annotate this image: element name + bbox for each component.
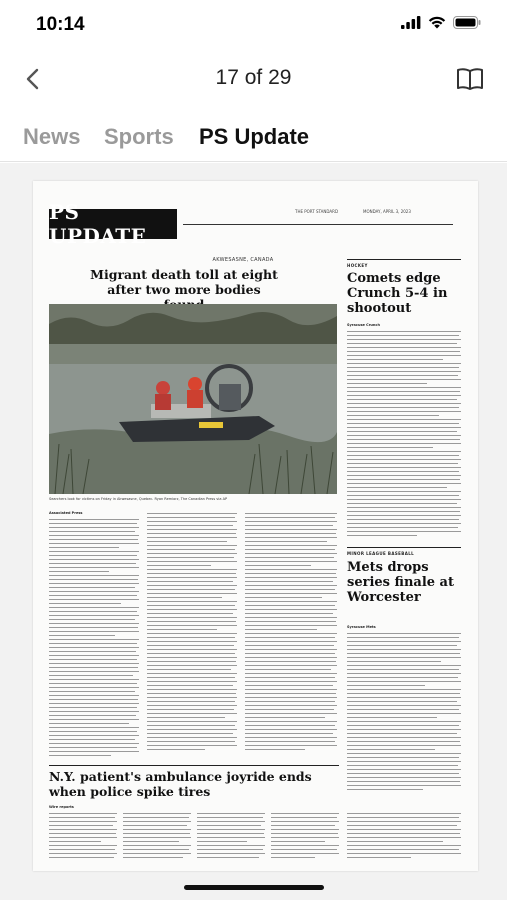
story2-col-3 xyxy=(197,813,265,861)
baseball-story-continued xyxy=(347,813,461,861)
main-story-col-2 xyxy=(147,513,237,753)
status-time: 10:14 xyxy=(36,14,85,35)
baseball-story-text xyxy=(347,633,461,793)
news-photo-airboat xyxy=(49,304,337,494)
section-tabs xyxy=(0,118,507,162)
story2-col-4 xyxy=(271,813,339,861)
hockey-byline: Syracuse Crunch xyxy=(347,323,380,327)
main-headline[interactable]: Migrant death toll at eight after two more bodies xyxy=(90,267,278,297)
signal-icon xyxy=(401,16,421,29)
paper-date: MONDAY, APRIL 3, 2023 xyxy=(363,209,411,214)
baseball-rule xyxy=(347,547,461,548)
baseball-headline[interactable]: Mets drops series finale at Worcester xyxy=(347,560,454,605)
page-counter: 17 of 29 xyxy=(215,66,292,89)
masthead: PS UPDATE xyxy=(49,209,177,239)
story2-rule xyxy=(49,765,339,766)
hockey-section-label: HOCKEY xyxy=(347,263,368,268)
story2-col-1 xyxy=(49,813,117,861)
story2-headline[interactable]: N.Y. patient's ambulance joyride ends when police spike tires xyxy=(49,769,312,799)
nav-bar xyxy=(0,52,507,107)
main-dateline: AKWESASNE, CANADA xyxy=(212,257,274,263)
hockey-headline[interactable]: Comets edge Crunch 5-4 in shootout xyxy=(347,271,448,316)
hockey-rule xyxy=(347,259,461,260)
story2-col-2 xyxy=(123,813,191,861)
main-byline: Associated Press xyxy=(49,511,83,515)
newspaper-page[interactable] xyxy=(33,181,478,871)
tab-ps-update[interactable]: PS Update xyxy=(199,124,310,149)
baseball-byline: Syracuse Mets xyxy=(347,625,376,629)
baseball-section-label: MINOR LEAGUE BASEBALL xyxy=(347,551,415,556)
story2-byline: Wire reports xyxy=(49,805,74,809)
wifi-icon xyxy=(428,16,446,29)
main-story-col-1 xyxy=(49,519,139,759)
home-indicator[interactable] xyxy=(184,885,324,890)
tab-news[interactable]: News xyxy=(23,124,81,149)
book-icon[interactable] xyxy=(455,66,485,92)
battery-icon xyxy=(453,16,481,29)
hockey-story-text xyxy=(347,331,461,539)
main-story-col-3 xyxy=(245,513,337,753)
paper-name: THE PORT STANDARD xyxy=(295,209,339,214)
status-bar xyxy=(0,0,507,52)
status-icons xyxy=(401,16,481,29)
photo-caption: Searchers look for victims on Friday in Akwesasne, Quebec. Ryan Remiorz, The Canadian Press via AP xyxy=(49,497,228,501)
page-viewer[interactable] xyxy=(0,163,507,900)
masthead-rule xyxy=(183,224,453,225)
tab-sports[interactable]: Sports xyxy=(104,124,174,149)
